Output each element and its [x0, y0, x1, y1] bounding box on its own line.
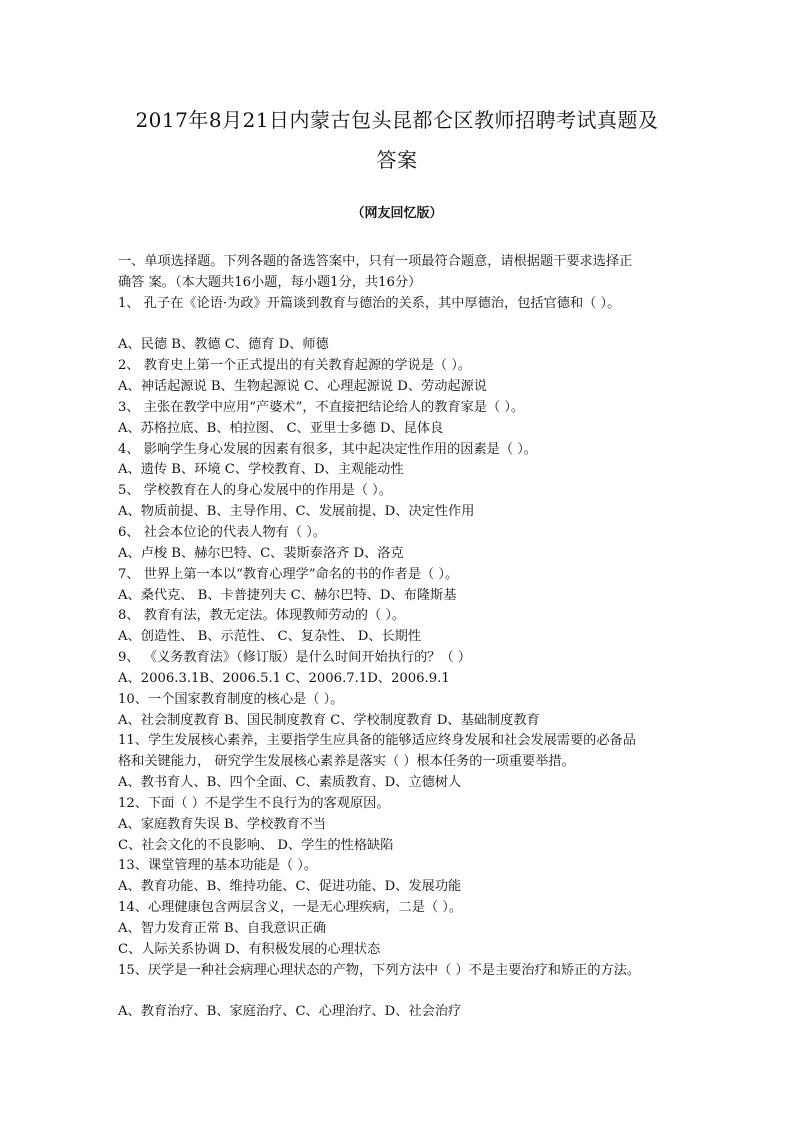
question-1: 1、 孔子在《论语·为政》开篇谈到教育与德治的关系，其中厚德治，包括官德和（ ）。: [118, 295, 621, 311]
answer-options-10: A、社会制度教育 B、国民制度教育 C、学校制度教育 D、基础制度教育: [118, 712, 540, 728]
question-15: 15、厌学是一种社会病理心理状态的产物，下列方法中（ ）不是主要治疗和矫正的方法。: [118, 962, 641, 978]
answer-options-8: A、创造性、 B、示范性、 C、复杂性、 D、长期性: [118, 629, 422, 645]
question-11: 11、学生发展核心素养，主要指学生应具备的能够适应终身发展和社会发展需要的必备品: [118, 733, 636, 749]
answer-options-1: A、民德 B、教德 C、德育 D、师德: [118, 337, 329, 353]
answer-options-13: A、教育功能、B、维持功能、C、促进功能、D、发展功能: [118, 879, 462, 895]
answer-options-11: A、教书育人、B、四个全面、C、素质教育、D、立德树人: [118, 775, 462, 791]
question-5: 5、 学校教育在人的身心发展中的作用是（ ）。: [118, 483, 392, 499]
blank-line: [118, 315, 688, 336]
question-4: 4、 影响学生身心发展的因素有很多，其中起决定性作用的因素是（ ）。: [118, 441, 537, 457]
answer-options-6: A、卢梭 B、赫尔巴特、C、裴斯泰洛齐 D、洛克: [118, 545, 404, 561]
question-8: 8、 教育有法，教无定法。体现教师劳动的（ ）。: [118, 608, 406, 624]
question-6: 6、 社会本位论的代表人物有（ ）。: [118, 524, 326, 540]
answer-options-4: A、遗传 B、环境 C、学校教育、D、主观能动性: [118, 462, 404, 478]
answer-options-3: A、苏格拉底、B、柏拉图、 C、亚里士多德 D、昆体良: [118, 420, 444, 436]
question-12: 12、下面（ ）不是学生不良行为的客观原因。: [118, 795, 390, 811]
answer-options-9: A、2006.3.1B、2006.5.1 C、2006.7.1D、2006.9.1: [118, 670, 450, 686]
section-heading-cont: 确答 案。（本大题共16小题，每小题1分，共16分）: [118, 274, 422, 290]
document-subtitle: （网友回忆版）: [351, 206, 443, 221]
answer-options-14-ab: A、智力发育正常 B、自我意识正确: [118, 921, 327, 936]
question-11-cont: 格和关键能力， 研究学生发展核心素养是落实（ ）根本任务的一项重要举措。: [118, 754, 575, 770]
answer-options-7: A、桑代克、 B、卡普捷列夫 C、赫尔巴特、D、布隆斯基: [118, 587, 457, 603]
document-title-line1: 2017年8月21日内蒙古包头昆都仑区教师招聘考试真题及: [135, 108, 659, 132]
question-7: 7、 世界上第一本以“教育心理学”命名的书的作者是（ ）。: [118, 566, 459, 582]
section-heading: 一、单项选择题。下列各题的备选答案中，只有一项最符合题意，请根据题干要求选择正: [118, 254, 633, 269]
document-title-line2: 答案: [376, 148, 418, 172]
answer-options-15: A、教育治疗、B、家庭治疗、C、心理治疗、D、社会治疗: [118, 1004, 462, 1020]
answer-options-12-ab: A、家庭教育失误 B、学校教育不当: [118, 816, 327, 832]
answer-options-2: A、神话起源说 B、生物起源说 C、心理起源说 D、劳动起源说: [118, 379, 487, 395]
question-3: 3、 主张在教学中应用“产婆术”，不直接把结论给人的教育家是（ ）。: [118, 399, 525, 415]
question-2: 2、 教育史上第一个正式提出的有关教育起源的学说是（ ）。: [118, 358, 472, 374]
blank-line: [118, 982, 688, 1003]
answer-options-12-cd: C、社会文化的不良影响、 D、学生的性格缺陷: [118, 837, 394, 853]
document-body: [118, 252, 688, 1023]
question-14: 14、心理健康包含两层含义，一是无心理疾病，二是（ ）。: [118, 900, 463, 916]
question-9: 9、 《义务教育法》（修订版）是什么时间开始执行的？（ ）: [118, 650, 472, 666]
answer-options-14-cd: C、人际关系协调 D、有积极发展的心理状态: [118, 941, 381, 957]
question-10: 10、一个国家教育制度的核心是（ ）。: [118, 691, 344, 707]
answer-options-5: A、物质前提、B、主导作用、C、发展前提、D、决定性作用: [118, 504, 475, 520]
question-13: 13、课堂管理的基本功能是（ ）。: [118, 858, 317, 874]
